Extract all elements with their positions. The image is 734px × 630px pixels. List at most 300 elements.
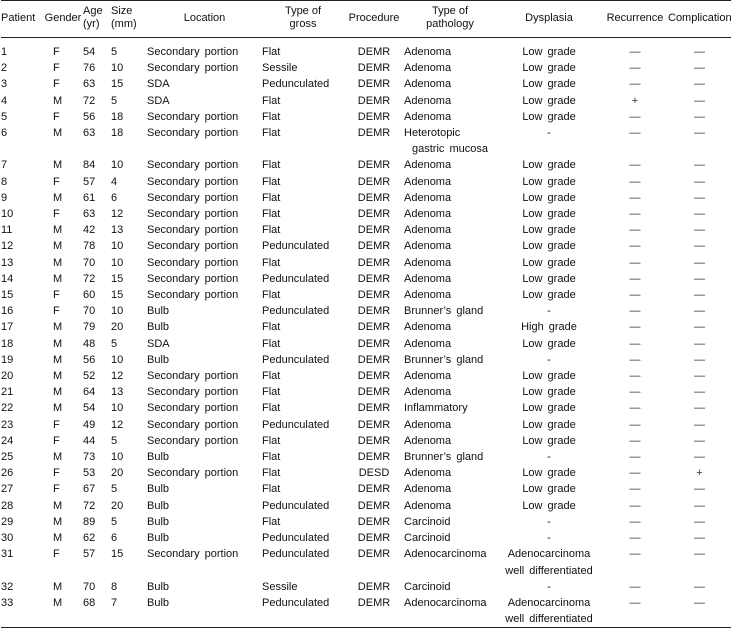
cell-complication (668, 109, 731, 125)
cell-line: - (547, 127, 551, 140)
cell-value: 68 (83, 596, 96, 609)
cell-value: 44 (83, 434, 96, 447)
cell-value: + (631, 94, 639, 107)
cell-value: Pedunculated (262, 418, 330, 431)
cell-line: Low grade (522, 224, 576, 237)
cell-age (83, 400, 111, 416)
cell-value: 70 (83, 580, 96, 593)
cell-value: F (53, 434, 60, 447)
cell-value: SDA (147, 78, 170, 91)
cell-recurrence (602, 319, 668, 335)
cell-value: 12 (111, 370, 124, 383)
table-row (1, 125, 731, 157)
cell-location (147, 238, 262, 254)
cell-dysplasia (496, 498, 602, 514)
cell-dysplasia (496, 352, 602, 368)
cell-complication (668, 433, 731, 449)
cell-value: Secondary portion (147, 175, 239, 188)
cell-size (111, 271, 147, 287)
header-location: Location (183, 11, 226, 24)
cell-value: — (694, 353, 705, 366)
cell-gender (43, 109, 83, 125)
cell-value: 25 (1, 451, 14, 464)
cell-complication (668, 174, 731, 190)
cell-type-of-pathology (404, 319, 496, 335)
cell-value: Pedunculated (262, 532, 330, 545)
cell-type-of-pathology (404, 93, 496, 109)
cell-location (147, 498, 262, 514)
cell-value: 70 (83, 256, 96, 269)
cell-procedure (344, 352, 404, 368)
cell-value: Secondary portion (147, 467, 239, 480)
cell-value: SDA (147, 337, 170, 350)
cell-value: Flat (262, 94, 281, 107)
cell-location (147, 287, 262, 303)
cell-value: — (694, 94, 705, 107)
cell-value: DESD (358, 467, 390, 480)
cell-line: Low grade (522, 191, 576, 204)
cell-value: 5 (1, 110, 8, 123)
cell-location (147, 271, 262, 287)
cell-gender (43, 93, 83, 109)
cell-location (147, 449, 262, 465)
cell-complication (668, 400, 731, 416)
table-row (1, 514, 731, 530)
cell-age (83, 465, 111, 481)
cell-patient (1, 384, 43, 400)
cell-patient (1, 498, 43, 514)
cell-patient (1, 514, 43, 530)
cell-value: Secondary portion (147, 127, 239, 140)
cell-value: DEMR (357, 515, 391, 528)
cell-value: — (694, 208, 705, 221)
cell-age (83, 60, 111, 76)
cell-location (147, 514, 262, 530)
cell-location (147, 125, 262, 157)
cell-value: 33 (1, 596, 14, 609)
cell-value: M (53, 159, 63, 172)
cell-line: Brunner’s gland (404, 353, 484, 366)
cell-value: DEMR (357, 548, 391, 561)
cell-value: 1 (1, 46, 8, 58)
cell-value: DEMR (357, 110, 391, 123)
cell-type-of-pathology (404, 222, 496, 238)
cell-type-of-pathology (404, 368, 496, 384)
table-row (1, 174, 731, 190)
cell-value: — (629, 402, 641, 415)
cell-type-of-gross (262, 449, 344, 465)
header-complication: Complication (668, 11, 732, 24)
cell-location (147, 60, 262, 76)
cell-value: 13 (111, 224, 124, 237)
cell-type-of-gross (262, 287, 344, 303)
cell-recurrence (602, 368, 668, 384)
table-row (1, 60, 731, 76)
cell-value: — (629, 289, 641, 302)
header-gender: Gender (44, 11, 82, 24)
cell-value: — (629, 272, 641, 285)
cell-line: Adenoma (404, 272, 452, 285)
cell-value: 67 (83, 483, 96, 496)
cell-recurrence (602, 206, 668, 222)
cell-line: - (547, 305, 551, 318)
cell-size (111, 255, 147, 271)
cell-value: — (694, 305, 705, 318)
cell-value: M (53, 515, 63, 528)
cell-value: + (696, 467, 703, 480)
cell-age (83, 433, 111, 449)
cell-patient (1, 465, 43, 481)
cell-value: Flat (262, 208, 281, 221)
cell-age (83, 319, 111, 335)
cell-procedure (344, 93, 404, 109)
cell-line: Inflammatory (404, 402, 468, 415)
cell-complication (668, 76, 731, 92)
cell-size (111, 222, 147, 238)
cell-gender (43, 319, 83, 335)
cell-recurrence (602, 481, 668, 497)
cell-complication (668, 303, 731, 319)
cell-patient (1, 546, 43, 578)
cell-patient (1, 481, 43, 497)
cell-patient (1, 287, 43, 303)
cell-value: Pedunculated (262, 272, 330, 285)
cell-value: 73 (83, 451, 96, 464)
cell-value: DEMR (357, 337, 391, 350)
cell-recurrence (602, 190, 668, 206)
cell-value: Flat (262, 337, 281, 350)
cell-value: 49 (83, 418, 96, 431)
cell-recurrence (602, 336, 668, 352)
cell-value: 8 (1, 175, 8, 188)
cell-patient (1, 449, 43, 465)
cell-type-of-gross (262, 60, 344, 76)
cell-value: DEMR (357, 175, 391, 188)
cell-complication (668, 417, 731, 433)
cell-type-of-pathology (404, 60, 496, 76)
cell-procedure (344, 287, 404, 303)
cell-type-of-pathology (404, 303, 496, 319)
cell-value: M (53, 402, 63, 415)
cell-line: Adenoma (404, 467, 452, 480)
cell-location (147, 400, 262, 416)
cell-value: 64 (83, 386, 96, 399)
cell-dysplasia (496, 38, 602, 61)
cell-line: - (547, 515, 551, 528)
cell-line: Adenoma (404, 483, 452, 496)
cell-complication (668, 319, 731, 335)
cell-type-of-gross (262, 498, 344, 514)
cell-value: Secondary portion (147, 110, 239, 123)
cell-value: M (53, 191, 63, 204)
cell-gender (43, 255, 83, 271)
cell-value: — (694, 370, 705, 383)
cell-line: - (547, 532, 551, 545)
cell-type-of-pathology (404, 579, 496, 595)
cell-age (83, 255, 111, 271)
cell-value: Secondary portion (147, 159, 239, 172)
cell-value: Flat (262, 451, 281, 464)
cell-type-of-gross (262, 319, 344, 335)
cell-line: Adenoma (404, 337, 452, 350)
cell-location (147, 384, 262, 400)
cell-recurrence (602, 238, 668, 254)
cell-value: Bulb (147, 483, 170, 496)
cell-value: — (629, 353, 641, 366)
cell-patient (1, 76, 43, 92)
cell-gender (43, 352, 83, 368)
cell-value: 60 (83, 289, 96, 302)
cell-value: Secondary portion (147, 208, 239, 221)
cell-value: 7 (111, 596, 118, 609)
cell-value: M (53, 353, 63, 366)
cell-line: - (547, 580, 551, 593)
cell-value: 22 (1, 402, 14, 415)
cell-procedure (344, 433, 404, 449)
cell-complication (668, 498, 731, 514)
table-row (1, 271, 731, 287)
cell-line: Adenoma (404, 289, 452, 302)
cell-size (111, 481, 147, 497)
cell-procedure (344, 238, 404, 254)
cell-value: DEMR (357, 353, 391, 366)
cell-line: Adenocarcinoma (507, 596, 591, 609)
cell-gender (43, 433, 83, 449)
cell-recurrence (602, 433, 668, 449)
cell-value: 19 (1, 353, 14, 366)
cell-value: Flat (262, 402, 281, 415)
cell-complication (668, 368, 731, 384)
cell-value: DEMR (357, 159, 391, 172)
cell-value: Flat (262, 256, 281, 269)
cell-value: 20 (111, 467, 124, 480)
cell-line: Low grade (522, 499, 576, 512)
cell-type-of-pathology (404, 206, 496, 222)
cell-recurrence (602, 60, 668, 76)
cell-type-of-pathology (404, 125, 496, 157)
cell-age (83, 190, 111, 206)
cell-value: — (694, 256, 705, 269)
cell-recurrence (602, 498, 668, 514)
cell-complication (668, 514, 731, 530)
cell-procedure (344, 579, 404, 595)
cell-line: Adenoma (404, 175, 452, 188)
cell-recurrence (602, 595, 668, 628)
table-row (1, 190, 731, 206)
cell-type-of-pathology (404, 449, 496, 465)
cell-value: — (629, 159, 641, 172)
cell-type-of-pathology (404, 174, 496, 190)
cell-recurrence (602, 271, 668, 287)
cell-value: — (694, 596, 705, 609)
cell-age (83, 530, 111, 546)
cell-line: Carcinoid (404, 580, 451, 593)
cell-value: Flat (262, 159, 281, 172)
cell-age (83, 222, 111, 238)
cell-type-of-pathology (404, 546, 496, 578)
cell-value: Secondary portion (147, 46, 239, 58)
cell-line: Low grade (522, 402, 576, 415)
cell-value: 72 (83, 94, 96, 107)
cell-value: — (694, 46, 705, 58)
cell-age (83, 498, 111, 514)
cell-complication (668, 546, 731, 578)
cell-size (111, 60, 147, 76)
table-header (1, 1, 731, 38)
cell-line: Low grade (522, 418, 576, 431)
cell-complication (668, 530, 731, 546)
cell-gender (43, 238, 83, 254)
cell-value: DEMR (357, 532, 391, 545)
table-row (1, 319, 731, 335)
cell-line: Carcinoid (404, 532, 451, 545)
cell-value: 3 (1, 78, 8, 91)
cell-type-of-gross (262, 336, 344, 352)
cell-dysplasia (496, 157, 602, 173)
cell-value: Flat (262, 483, 281, 496)
cell-complication (668, 271, 731, 287)
cell-value: 12 (1, 240, 14, 253)
cell-type-of-pathology (404, 287, 496, 303)
cell-value: 17 (1, 321, 14, 334)
cell-value: 7 (1, 159, 8, 172)
cell-value: Flat (262, 110, 281, 123)
cell-line: Low grade (522, 483, 576, 496)
cell-dysplasia (496, 546, 602, 578)
cell-value: — (694, 434, 705, 447)
cell-procedure (344, 384, 404, 400)
cell-size (111, 319, 147, 335)
cell-type-of-gross (262, 174, 344, 190)
cell-gender (43, 579, 83, 595)
cell-patient (1, 303, 43, 319)
cell-value: Secondary portion (147, 289, 239, 302)
cell-line: Low grade (522, 467, 576, 480)
table-row (1, 449, 731, 465)
cell-value: Secondary portion (147, 256, 239, 269)
table-row (1, 579, 731, 595)
table-body (1, 38, 731, 628)
cell-patient (1, 255, 43, 271)
cell-location (147, 465, 262, 481)
cell-type-of-gross (262, 579, 344, 595)
cell-patient (1, 157, 43, 173)
table-row (1, 546, 731, 578)
cell-complication (668, 222, 731, 238)
cell-value: F (53, 467, 60, 480)
cell-line: High grade (521, 321, 577, 334)
header-size: Size (mm) (111, 5, 137, 30)
cell-location (147, 481, 262, 497)
cell-recurrence (602, 157, 668, 173)
cell-recurrence (602, 255, 668, 271)
cell-value: — (694, 451, 705, 464)
cell-size (111, 238, 147, 254)
cell-value: DEMR (357, 224, 391, 237)
cell-procedure (344, 449, 404, 465)
cell-value: Secondary portion (147, 191, 239, 204)
cell-value: F (53, 78, 60, 91)
cell-type-of-gross (262, 368, 344, 384)
cell-value: 8 (111, 580, 118, 593)
cell-dysplasia (496, 368, 602, 384)
cell-age (83, 109, 111, 125)
cell-value: DEMR (357, 434, 391, 447)
cell-procedure (344, 514, 404, 530)
cell-value: — (694, 548, 705, 561)
cell-patient (1, 579, 43, 595)
cell-recurrence (602, 417, 668, 433)
cell-value: 6 (1, 127, 8, 140)
cell-value: 89 (83, 515, 96, 528)
cell-location (147, 319, 262, 335)
cell-value: — (629, 386, 641, 399)
header-type-of-pathology: Type of pathology (426, 5, 474, 30)
cell-value: — (629, 240, 641, 253)
cell-value: DEMR (357, 386, 391, 399)
cell-line: Carcinoid (404, 515, 451, 528)
cell-line: Adenocarcinoma (507, 548, 591, 561)
cell-line: gastric mucosa (412, 143, 488, 156)
cell-value: F (53, 548, 60, 561)
cell-value: 76 (83, 62, 96, 75)
cell-type-of-gross (262, 530, 344, 546)
cell-value: 20 (1, 370, 14, 383)
cell-procedure (344, 595, 404, 628)
cell-value: F (53, 483, 60, 496)
cell-type-of-gross (262, 125, 344, 157)
cell-value: — (629, 337, 641, 350)
table-row (1, 206, 731, 222)
cell-line: Adenoma (404, 208, 452, 221)
table-row (1, 255, 731, 271)
cell-location (147, 76, 262, 92)
cell-line: Adenoma (404, 159, 452, 172)
cell-location (147, 595, 262, 628)
cell-age (83, 76, 111, 92)
cell-value: — (694, 127, 705, 140)
cell-value: — (629, 62, 641, 75)
cell-line: Low grade (522, 386, 576, 399)
cell-value: — (694, 386, 705, 399)
table-row (1, 109, 731, 125)
cell-procedure (344, 174, 404, 190)
cell-recurrence (602, 384, 668, 400)
cell-value: — (629, 418, 641, 431)
cell-value: 16 (1, 305, 14, 318)
cell-value: — (694, 78, 705, 91)
cell-value: DEMR (357, 78, 391, 91)
cell-patient (1, 222, 43, 238)
cell-gender (43, 546, 83, 578)
cell-value: F (53, 62, 60, 75)
cell-patient (1, 109, 43, 125)
cell-complication (668, 206, 731, 222)
cell-age (83, 352, 111, 368)
cell-value: 9 (1, 191, 8, 204)
cell-size (111, 368, 147, 384)
cell-value: Pedunculated (262, 240, 330, 253)
cell-value: 57 (83, 175, 96, 188)
cell-line: Heterotopic (404, 127, 461, 140)
cell-gender (43, 125, 83, 157)
cell-value: 15 (111, 272, 124, 285)
cell-age (83, 579, 111, 595)
cell-size (111, 579, 147, 595)
cell-value: M (53, 321, 63, 334)
cell-location (147, 352, 262, 368)
cell-line: Adenoma (404, 434, 452, 447)
